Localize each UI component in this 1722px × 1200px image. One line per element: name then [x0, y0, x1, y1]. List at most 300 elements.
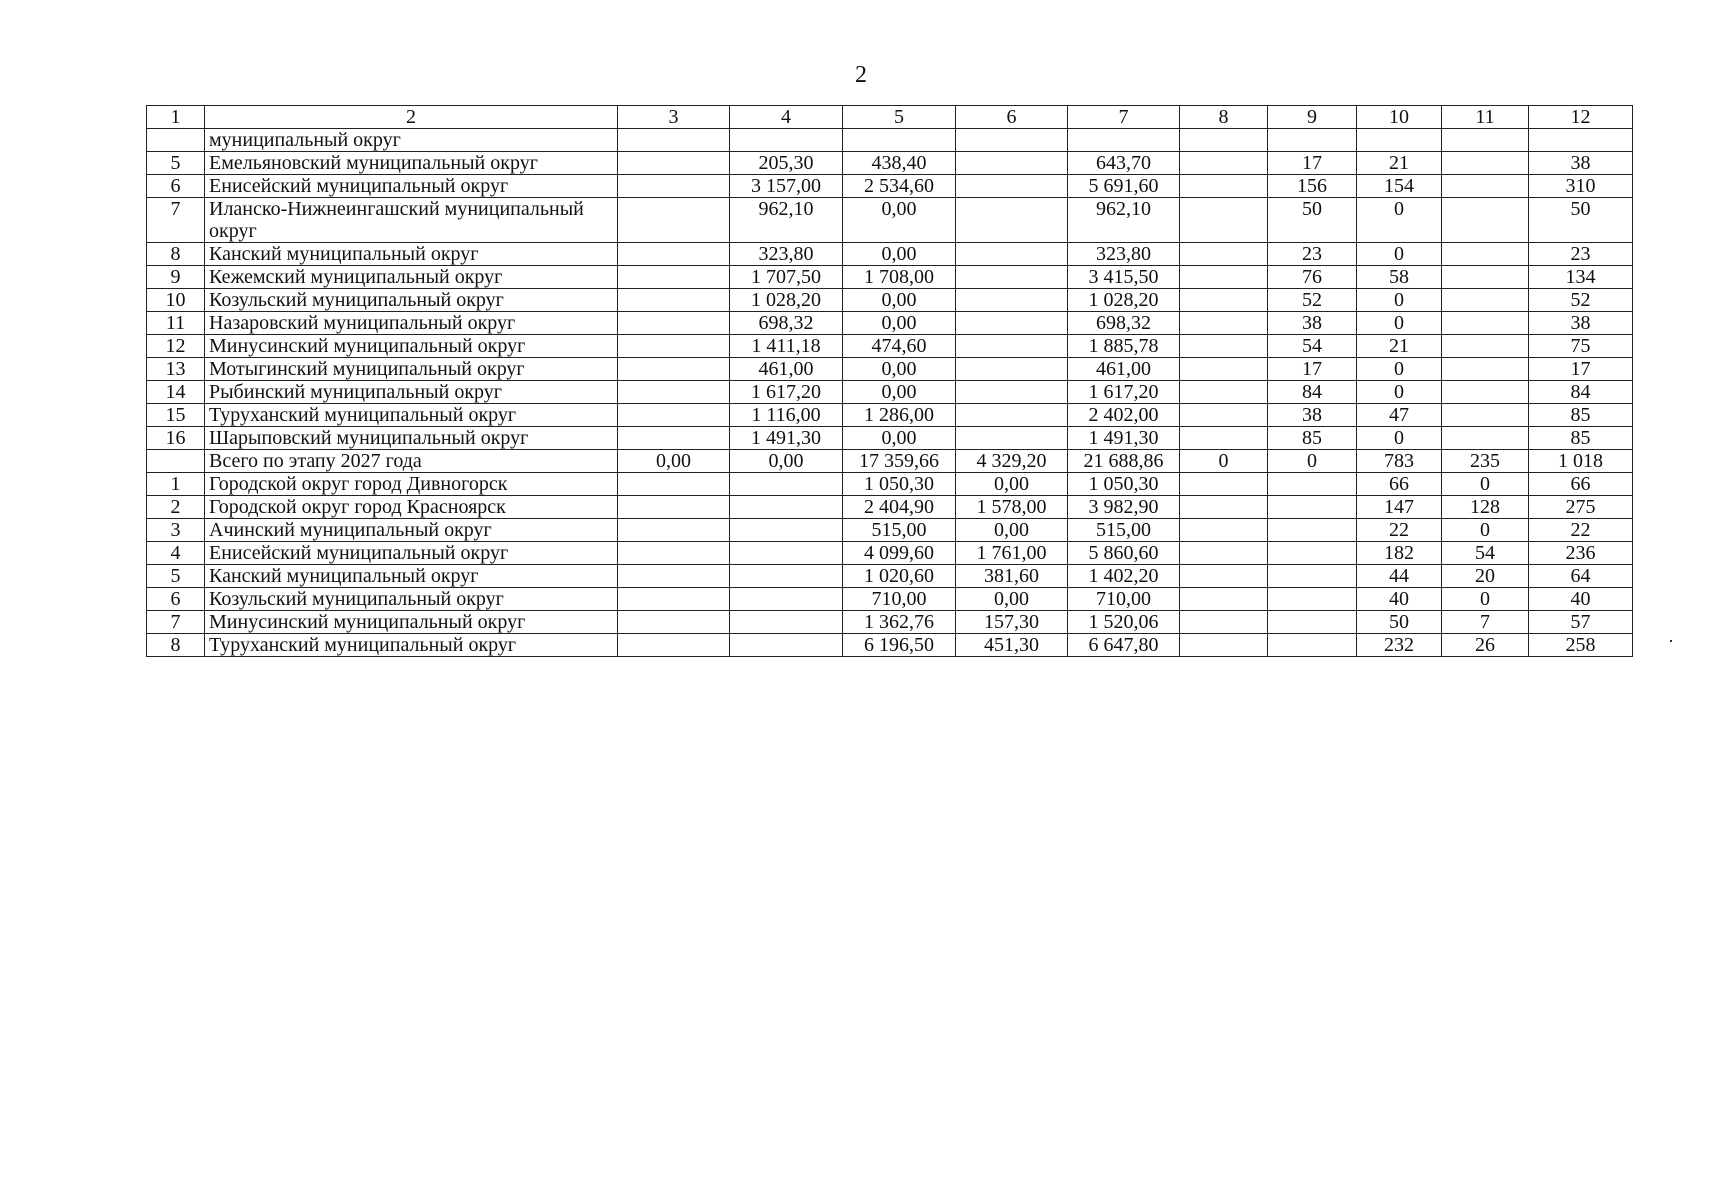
table-cell	[1068, 129, 1180, 152]
table-cell: 85	[1529, 404, 1633, 427]
table-cell: 38	[1529, 152, 1633, 175]
data-table	[146, 105, 1633, 657]
table-cell	[618, 129, 730, 152]
table-cell: 16	[147, 427, 205, 450]
table-cell: 0	[1442, 519, 1529, 542]
row-name-cell: Туруханский муниципальный округ	[205, 404, 618, 427]
table-cell	[1180, 266, 1268, 289]
table-cell: 52	[1268, 289, 1357, 312]
table-cell: 0	[1442, 588, 1529, 611]
table-cell: 17	[1529, 358, 1633, 381]
table-cell: 47	[1357, 404, 1442, 427]
table-cell	[618, 243, 730, 266]
table-cell: 11	[147, 312, 205, 335]
row-name-cell: Енисейский муниципальный округ	[205, 542, 618, 565]
row-name-cell: Енисейский муниципальный округ	[205, 175, 618, 198]
table-cell	[1180, 358, 1268, 381]
table-cell: 50	[1529, 198, 1633, 243]
column-header-cell: 8	[1180, 106, 1268, 129]
table-cell: 182	[1357, 542, 1442, 565]
table-cell: 0	[1357, 427, 1442, 450]
table-cell: 1 708,00	[843, 266, 956, 289]
table-cell: 156	[1268, 175, 1357, 198]
table-cell: 5	[147, 152, 205, 175]
table-cell: 0	[1357, 358, 1442, 381]
table-row	[147, 496, 1633, 519]
table-row	[147, 404, 1633, 427]
table-row	[147, 358, 1633, 381]
table-cell: 21	[1357, 152, 1442, 175]
table-row	[147, 198, 1633, 243]
row-name-cell: Ачинский муниципальный округ	[205, 519, 618, 542]
table-cell: 12	[147, 335, 205, 358]
table-cell	[618, 634, 730, 657]
table-cell: 10	[147, 289, 205, 312]
table-cell: 381,60	[956, 565, 1068, 588]
table-cell: 66	[1357, 473, 1442, 496]
table-cell	[1442, 266, 1529, 289]
table-row	[147, 634, 1633, 657]
row-name-cell: муниципальный округ	[205, 129, 618, 152]
table-cell: 515,00	[843, 519, 956, 542]
table-cell	[730, 542, 843, 565]
table-cell: 1 018	[1529, 450, 1633, 473]
table-cell	[1180, 634, 1268, 657]
table-cell	[1357, 129, 1442, 152]
row-name-cell: Канский муниципальный округ	[205, 565, 618, 588]
table-cell: 698,32	[1068, 312, 1180, 335]
table-cell: 1 411,18	[730, 335, 843, 358]
table-cell: 3 982,90	[1068, 496, 1180, 519]
table-cell: 7	[147, 611, 205, 634]
table-cell	[1442, 312, 1529, 335]
table-cell: 1 578,00	[956, 496, 1068, 519]
table-cell: 40	[1357, 588, 1442, 611]
table-cell	[1442, 358, 1529, 381]
table-cell: 76	[1268, 266, 1357, 289]
row-name-cell: Козульский муниципальный округ	[205, 588, 618, 611]
table-cell: 0,00	[843, 358, 956, 381]
table-cell: 0,00	[956, 519, 1068, 542]
table-cell: 14	[147, 381, 205, 404]
table-row	[147, 289, 1633, 312]
table-cell	[147, 450, 205, 473]
table-cell: 310	[1529, 175, 1633, 198]
table-cell: 461,00	[1068, 358, 1180, 381]
table-cell: 275	[1529, 496, 1633, 519]
table-cell: 0,00	[843, 243, 956, 266]
table-cell: 50	[1268, 198, 1357, 243]
table-cell: 13	[147, 358, 205, 381]
table-cell: 128	[1442, 496, 1529, 519]
table-cell: 84	[1529, 381, 1633, 404]
table-header-row	[147, 106, 1633, 129]
table-cell: 710,00	[843, 588, 956, 611]
table-cell	[1180, 198, 1268, 243]
table-cell: 3	[147, 519, 205, 542]
table-cell	[1268, 542, 1357, 565]
table-cell: 0,00	[843, 427, 956, 450]
table-row	[147, 266, 1633, 289]
table-cell: 1 617,20	[730, 381, 843, 404]
table-cell	[618, 565, 730, 588]
table-cell: 2 402,00	[1068, 404, 1180, 427]
table-cell: 0,00	[956, 473, 1068, 496]
table-row	[147, 450, 1633, 473]
table-cell	[1180, 496, 1268, 519]
table-cell: 1 020,60	[843, 565, 956, 588]
table-cell	[618, 198, 730, 243]
table-cell: 323,80	[730, 243, 843, 266]
table-cell	[618, 289, 730, 312]
row-name-cell: Мотыгинский муниципальный округ	[205, 358, 618, 381]
table-cell: 0	[1357, 243, 1442, 266]
table-row	[147, 473, 1633, 496]
table-cell	[1268, 588, 1357, 611]
table-cell	[1180, 335, 1268, 358]
table-cell: 643,70	[1068, 152, 1180, 175]
table-cell	[1180, 129, 1268, 152]
table-cell: 438,40	[843, 152, 956, 175]
table-cell: 4 099,60	[843, 542, 956, 565]
table-cell: 0,00	[843, 381, 956, 404]
table-row	[147, 542, 1633, 565]
table-cell: 235	[1442, 450, 1529, 473]
table-cell	[1442, 381, 1529, 404]
table-cell: 461,00	[730, 358, 843, 381]
table-cell: 0	[1357, 381, 1442, 404]
table-row	[147, 335, 1633, 358]
table-cell: 4 329,20	[956, 450, 1068, 473]
table-cell: 134	[1529, 266, 1633, 289]
table-cell: 6 196,50	[843, 634, 956, 657]
table-cell	[147, 129, 205, 152]
table-cell: 0	[1357, 312, 1442, 335]
row-name-cell: Городской округ город Дивногорск	[205, 473, 618, 496]
column-header-cell: 10	[1357, 106, 1442, 129]
table-cell: 8	[147, 634, 205, 657]
table-cell	[618, 427, 730, 450]
table-cell: 58	[1357, 266, 1442, 289]
table-row	[147, 152, 1633, 175]
table-cell: 38	[1268, 404, 1357, 427]
table-row	[147, 519, 1633, 542]
table-cell	[1180, 565, 1268, 588]
table-cell: 515,00	[1068, 519, 1180, 542]
table-cell: 0	[1442, 473, 1529, 496]
table-cell	[956, 289, 1068, 312]
table-cell: 3 157,00	[730, 175, 843, 198]
table-cell: 52	[1529, 289, 1633, 312]
table-cell	[618, 266, 730, 289]
table-cell: 1 028,20	[1068, 289, 1180, 312]
row-name-cell: Шарыповский муниципальный округ	[205, 427, 618, 450]
table-cell	[956, 266, 1068, 289]
table-cell	[618, 312, 730, 335]
table-cell: 1	[147, 473, 205, 496]
row-name-cell: Козульский муниципальный округ	[205, 289, 618, 312]
table-cell: 1 885,78	[1068, 335, 1180, 358]
table-cell	[1180, 588, 1268, 611]
table-cell: 1 761,00	[956, 542, 1068, 565]
table-cell	[1180, 542, 1268, 565]
table-cell	[956, 335, 1068, 358]
table-cell: 0,00	[843, 198, 956, 243]
table-cell	[1180, 175, 1268, 198]
table-cell: 2	[147, 496, 205, 519]
table-cell	[1442, 404, 1529, 427]
table-cell	[730, 519, 843, 542]
table-cell: 23	[1268, 243, 1357, 266]
table-cell	[956, 404, 1068, 427]
row-name-cell: Всего по этапу 2027 года	[205, 450, 618, 473]
table-cell	[956, 152, 1068, 175]
table-cell: 147	[1357, 496, 1442, 519]
row-name-cell: Туруханский муниципальный округ	[205, 634, 618, 657]
table-row	[147, 381, 1633, 404]
table-cell	[1442, 175, 1529, 198]
table-cell: 1 050,30	[843, 473, 956, 496]
table-cell: 0	[1268, 450, 1357, 473]
table-row	[147, 243, 1633, 266]
table-cell: 38	[1268, 312, 1357, 335]
table-cell: 9	[147, 266, 205, 289]
table-cell: 0,00	[730, 450, 843, 473]
table-cell	[1529, 129, 1633, 152]
table-cell	[730, 129, 843, 152]
table-cell	[618, 404, 730, 427]
table-cell: 1 116,00	[730, 404, 843, 427]
table-cell: 3 415,50	[1068, 266, 1180, 289]
row-name-cell: Минусинский муниципальный округ	[205, 335, 618, 358]
table-cell	[1268, 129, 1357, 152]
table-cell: 232	[1357, 634, 1442, 657]
table-cell	[1180, 289, 1268, 312]
row-name-cell: Канский муниципальный округ	[205, 243, 618, 266]
table-cell: 26	[1442, 634, 1529, 657]
table-cell: 1 402,20	[1068, 565, 1180, 588]
table-cell	[618, 335, 730, 358]
table-cell: 20	[1442, 565, 1529, 588]
table-cell	[1180, 473, 1268, 496]
table-cell: 0	[1357, 198, 1442, 243]
table-cell	[618, 519, 730, 542]
table-cell: 54	[1268, 335, 1357, 358]
table-cell	[1442, 289, 1529, 312]
table-cell	[730, 473, 843, 496]
table-cell: 1 362,76	[843, 611, 956, 634]
table-cell	[1180, 427, 1268, 450]
table-cell: 1 050,30	[1068, 473, 1180, 496]
column-header-cell: 9	[1268, 106, 1357, 129]
table-cell	[1442, 152, 1529, 175]
table-cell	[1268, 565, 1357, 588]
row-name-cell: Иланско-Нижнеингашский муниципальный округ	[205, 198, 618, 243]
table-cell	[1268, 634, 1357, 657]
table-cell: 17	[1268, 358, 1357, 381]
row-name-cell: Минусинский муниципальный округ	[205, 611, 618, 634]
table-cell	[618, 358, 730, 381]
table-cell: 5 691,60	[1068, 175, 1180, 198]
table-cell: 1 707,50	[730, 266, 843, 289]
table-cell	[1268, 496, 1357, 519]
table-row	[147, 312, 1633, 335]
table-cell: 15	[147, 404, 205, 427]
table-cell: 2 404,90	[843, 496, 956, 519]
table-cell: 157,30	[956, 611, 1068, 634]
table-cell: 7	[1442, 611, 1529, 634]
table-cell: 451,30	[956, 634, 1068, 657]
column-header-cell: 12	[1529, 106, 1633, 129]
row-name-cell: Городской округ город Красноярск	[205, 496, 618, 519]
table-cell: 2 534,60	[843, 175, 956, 198]
table-cell	[730, 611, 843, 634]
table-cell: 1 028,20	[730, 289, 843, 312]
table-cell: 236	[1529, 542, 1633, 565]
column-header-cell: 11	[1442, 106, 1529, 129]
table-cell: 1 491,30	[1068, 427, 1180, 450]
table-cell: 21 688,86	[1068, 450, 1180, 473]
table-cell	[618, 175, 730, 198]
table-cell: 154	[1357, 175, 1442, 198]
table-cell	[956, 381, 1068, 404]
table-cell: 258	[1529, 634, 1633, 657]
table-cell	[956, 129, 1068, 152]
table-cell	[956, 175, 1068, 198]
table-cell	[618, 496, 730, 519]
table-cell	[956, 427, 1068, 450]
table-cell	[1180, 152, 1268, 175]
table-cell: 22	[1529, 519, 1633, 542]
table-cell: 6 647,80	[1068, 634, 1180, 657]
table-cell	[730, 634, 843, 657]
table-cell: 323,80	[1068, 243, 1180, 266]
table-cell: 1 491,30	[730, 427, 843, 450]
table-cell: 5	[147, 565, 205, 588]
column-header-cell: 7	[1068, 106, 1180, 129]
table-cell: 44	[1357, 565, 1442, 588]
table-cell	[956, 198, 1068, 243]
table-cell: 6	[147, 588, 205, 611]
table-cell	[618, 152, 730, 175]
table-cell: 0	[1180, 450, 1268, 473]
row-name-cell: Назаровский муниципальный округ	[205, 312, 618, 335]
table-row	[147, 588, 1633, 611]
table-cell	[1180, 519, 1268, 542]
table-cell: 17 359,66	[843, 450, 956, 473]
scan-speck	[1670, 640, 1672, 642]
table-cell	[618, 611, 730, 634]
table-cell	[618, 473, 730, 496]
table-cell	[1442, 129, 1529, 152]
table-row	[147, 175, 1633, 198]
table-row	[147, 565, 1633, 588]
table-cell	[1442, 335, 1529, 358]
table-cell: 7	[147, 198, 205, 243]
table-row	[147, 611, 1633, 634]
table-cell	[1268, 519, 1357, 542]
table-cell: 75	[1529, 335, 1633, 358]
table-cell: 0	[1357, 289, 1442, 312]
table-cell: 0,00	[843, 289, 956, 312]
table-cell: 962,10	[730, 198, 843, 243]
table-cell	[1180, 381, 1268, 404]
column-header-cell: 3	[618, 106, 730, 129]
row-name-cell: Кежемский муниципальный округ	[205, 266, 618, 289]
table-cell: 4	[147, 542, 205, 565]
table-cell: 40	[1529, 588, 1633, 611]
table-cell	[956, 243, 1068, 266]
table-cell	[1180, 404, 1268, 427]
column-header-cell: 5	[843, 106, 956, 129]
column-header-cell: 2	[205, 106, 618, 129]
table-cell	[618, 542, 730, 565]
table-cell	[1268, 611, 1357, 634]
table-cell: 1 286,00	[843, 404, 956, 427]
table-cell: 8	[147, 243, 205, 266]
table-cell	[618, 588, 730, 611]
table-row	[147, 129, 1633, 152]
table-cell	[1180, 243, 1268, 266]
table-cell: 57	[1529, 611, 1633, 634]
table-cell	[730, 565, 843, 588]
table-cell	[730, 588, 843, 611]
table-cell: 85	[1268, 427, 1357, 450]
table-cell: 698,32	[730, 312, 843, 335]
column-header-cell: 1	[147, 106, 205, 129]
table-cell	[956, 358, 1068, 381]
column-header-cell: 6	[956, 106, 1068, 129]
table-cell	[1180, 611, 1268, 634]
table-cell: 84	[1268, 381, 1357, 404]
table-cell	[956, 312, 1068, 335]
table-cell: 54	[1442, 542, 1529, 565]
table-cell: 66	[1529, 473, 1633, 496]
table-cell: 38	[1529, 312, 1633, 335]
table-cell	[1442, 198, 1529, 243]
table-cell	[1442, 427, 1529, 450]
table-cell: 205,30	[730, 152, 843, 175]
table-cell: 783	[1357, 450, 1442, 473]
table-cell	[618, 381, 730, 404]
row-name-cell: Рыбинский муниципальный округ	[205, 381, 618, 404]
table-cell: 710,00	[1068, 588, 1180, 611]
table-cell: 0,00	[956, 588, 1068, 611]
table-row	[147, 427, 1633, 450]
column-header-cell: 4	[730, 106, 843, 129]
table-cell: 1 520,06	[1068, 611, 1180, 634]
table-cell	[1180, 312, 1268, 335]
table-cell	[843, 129, 956, 152]
table-cell: 962,10	[1068, 198, 1180, 243]
table-cell	[730, 496, 843, 519]
table-cell: 22	[1357, 519, 1442, 542]
table-cell: 6	[147, 175, 205, 198]
table-cell: 0,00	[618, 450, 730, 473]
table-cell: 474,60	[843, 335, 956, 358]
table-cell	[1442, 243, 1529, 266]
page-number: 2	[855, 62, 867, 88]
table-cell: 21	[1357, 335, 1442, 358]
table-cell: 23	[1529, 243, 1633, 266]
table-cell: 85	[1529, 427, 1633, 450]
table-cell: 17	[1268, 152, 1357, 175]
table-cell	[1268, 473, 1357, 496]
table-cell: 1 617,20	[1068, 381, 1180, 404]
table-cell: 64	[1529, 565, 1633, 588]
table-cell: 5 860,60	[1068, 542, 1180, 565]
row-name-cell: Емельяновский муниципальный округ	[205, 152, 618, 175]
